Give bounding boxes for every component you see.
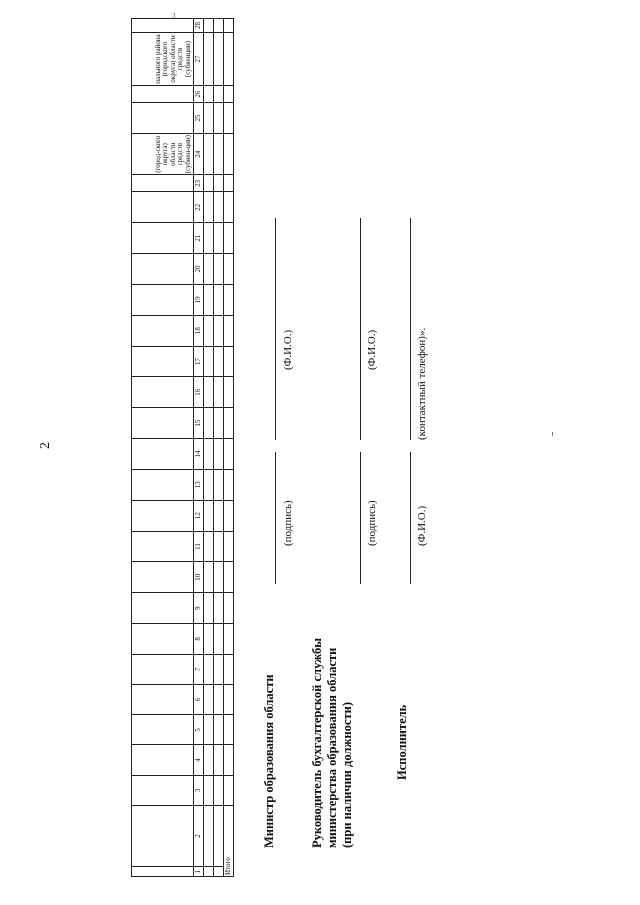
table-cell xyxy=(224,175,234,192)
table-cell xyxy=(204,562,214,593)
table-cell xyxy=(214,654,224,684)
column-number-cell: 1 xyxy=(194,867,204,877)
column-number-cell: 23 xyxy=(194,175,204,192)
table-cell xyxy=(224,284,234,315)
table-cell xyxy=(224,654,234,684)
column-number-cell: 14 xyxy=(194,439,204,470)
table-cell xyxy=(204,254,214,285)
accountant-title xyxy=(310,638,355,848)
header-cell-25 xyxy=(132,103,194,134)
header-cell-21 xyxy=(132,223,194,254)
table-cell xyxy=(204,346,214,377)
table-cell xyxy=(224,408,234,439)
header-cell-2 xyxy=(132,805,194,867)
accountant-signature-caption: (подпись) xyxy=(366,500,378,546)
header-cell-16 xyxy=(132,377,194,408)
corner-mark: 3 xyxy=(172,12,176,20)
column-number-cell: 4 xyxy=(194,745,204,776)
table-cell xyxy=(214,103,224,134)
table-cell xyxy=(204,192,214,223)
accountant-name-caption: (Ф.И.О.) xyxy=(366,329,378,370)
table-cell xyxy=(214,624,224,655)
column-number-cell: 8 xyxy=(194,624,204,655)
column-number-cell: 10 xyxy=(194,562,204,593)
column-number-cell: 9 xyxy=(194,593,204,624)
column-number-cell: 21 xyxy=(194,223,204,254)
table-cell xyxy=(204,86,214,103)
header-text-24: (город-ского округа) областн средств (субвен-ции) xyxy=(153,135,192,174)
column-number-cell: 25 xyxy=(194,103,204,134)
table-cell xyxy=(224,469,234,500)
table-cell xyxy=(224,593,234,624)
header-text-27: пального района (городского округа) области средств (субвенции) xyxy=(153,34,192,84)
table-cell xyxy=(214,531,224,562)
header-cell-20 xyxy=(132,254,194,285)
header-cell-26 xyxy=(132,86,194,103)
table-cell xyxy=(214,133,224,174)
table-cell xyxy=(214,19,224,33)
executor-phone-caption: (контактный телефон)». xyxy=(416,327,428,440)
table-cell xyxy=(214,593,224,624)
table-cell xyxy=(224,192,234,223)
table-cell xyxy=(204,103,214,134)
table-cell xyxy=(224,133,234,174)
table-cell xyxy=(224,562,234,593)
table-row xyxy=(204,19,214,877)
table-cell xyxy=(214,776,224,806)
scan-dot xyxy=(552,432,553,436)
table-cell xyxy=(214,223,224,254)
table-cell xyxy=(214,867,224,877)
table-cell xyxy=(204,377,214,408)
table-cell xyxy=(204,223,214,254)
executor-name-line xyxy=(410,452,411,584)
table-cell xyxy=(224,439,234,470)
column-number-cell: 20 xyxy=(194,254,204,285)
column-number-cell: 11 xyxy=(194,531,204,562)
table-cell xyxy=(204,408,214,439)
column-number-cell: 13 xyxy=(194,469,204,500)
table-cell xyxy=(224,715,234,745)
table-cell xyxy=(204,624,214,655)
table-cell xyxy=(224,531,234,562)
header-cell-14 xyxy=(132,439,194,470)
header-cell-24 xyxy=(132,133,194,174)
header-cell-6 xyxy=(132,684,194,715)
table-cell xyxy=(214,469,224,500)
header-cell-13 xyxy=(132,469,194,500)
header-cell-27 xyxy=(132,32,194,85)
executor-phone-line xyxy=(410,218,411,440)
column-number-cell: 15 xyxy=(194,408,204,439)
table-cell xyxy=(224,254,234,285)
table-cell xyxy=(204,715,214,745)
header-cell-1 xyxy=(132,867,194,877)
table-cell xyxy=(204,745,214,776)
minister-name-line xyxy=(275,218,276,440)
column-number-cell: 27 xyxy=(194,32,204,85)
table-cell xyxy=(204,654,214,684)
table-cell xyxy=(204,315,214,346)
header-cell-28 xyxy=(132,19,194,33)
report-table xyxy=(131,18,234,877)
table-cell xyxy=(204,531,214,562)
table-cell xyxy=(214,192,224,223)
column-number-cell: 7 xyxy=(194,654,204,684)
accountant-name-line xyxy=(360,218,361,440)
table-cell xyxy=(214,175,224,192)
header-cell-10 xyxy=(132,562,194,593)
table-cell xyxy=(224,32,234,85)
header-cell-8 xyxy=(132,624,194,655)
column-number-cell: 18 xyxy=(194,315,204,346)
accountant-title-line-2: министерства образования области xyxy=(325,647,339,848)
table-cell xyxy=(224,19,234,33)
table-cell xyxy=(224,684,234,715)
table-cell xyxy=(214,500,224,531)
header-cell-11 xyxy=(132,531,194,562)
header-cell-18 xyxy=(132,315,194,346)
header-cell-3 xyxy=(132,776,194,806)
column-number-cell: 2 xyxy=(194,805,204,867)
table-cell xyxy=(224,86,234,103)
table-cell xyxy=(204,593,214,624)
table-cell xyxy=(204,19,214,33)
header-cell-19 xyxy=(132,284,194,315)
table-total-row xyxy=(224,19,234,877)
header-cell-4 xyxy=(132,745,194,776)
header-cell-5 xyxy=(132,715,194,745)
table-header-row xyxy=(132,19,194,877)
minister-name-caption: (Ф.И.О.) xyxy=(282,329,294,370)
table-cell xyxy=(204,684,214,715)
minister-signature-line xyxy=(275,452,276,584)
header-cell-17 xyxy=(132,346,194,377)
minister-signature-caption: (подпись) xyxy=(282,500,294,546)
column-number-cell: 24 xyxy=(194,133,204,174)
column-number-cell: 28 xyxy=(194,19,204,33)
table-cell xyxy=(214,562,224,593)
table-cell xyxy=(204,776,214,806)
header-cell-23 xyxy=(132,175,194,192)
table-cell xyxy=(224,745,234,776)
table-cell xyxy=(204,133,214,174)
column-number-cell: 5 xyxy=(194,715,204,745)
column-number-cell: 16 xyxy=(194,377,204,408)
table-cell xyxy=(214,377,224,408)
executor-name-caption: (Ф.И.О.) xyxy=(416,505,428,546)
table-cell xyxy=(224,624,234,655)
column-number-cell: 26 xyxy=(194,86,204,103)
total-label: Итого xyxy=(224,805,234,876)
table-cell xyxy=(214,32,224,85)
header-cell-15 xyxy=(132,408,194,439)
table-cell xyxy=(214,315,224,346)
table-cell xyxy=(204,867,214,877)
table-cell xyxy=(224,315,234,346)
page-number: 2 xyxy=(38,442,53,449)
minister-title: Министр образования области xyxy=(262,674,276,848)
table-cell xyxy=(214,439,224,470)
column-number-cell: 22 xyxy=(194,192,204,223)
table-cell xyxy=(204,32,214,85)
header-cell-22 xyxy=(132,192,194,223)
table-cell xyxy=(214,254,224,285)
table-cell xyxy=(214,86,224,103)
table-cell xyxy=(224,500,234,531)
accountant-title-line-1: Руководитель бухгалтерской службы xyxy=(310,637,324,848)
accountant-title-line-3: (при наличии должности) xyxy=(340,702,354,848)
table-cell xyxy=(214,346,224,377)
table-cell xyxy=(204,439,214,470)
column-number-cell: 3 xyxy=(194,776,204,806)
table-cell xyxy=(224,103,234,134)
table-cell xyxy=(204,805,214,867)
table-cell xyxy=(224,377,234,408)
accountant-signature-line xyxy=(360,452,361,584)
table-cell xyxy=(214,745,224,776)
executor-title: Исполнитель xyxy=(395,704,409,780)
table-cell xyxy=(204,500,214,531)
table-cell xyxy=(204,284,214,315)
table-cell xyxy=(214,408,224,439)
column-number-cell: 12 xyxy=(194,500,204,531)
table-cell xyxy=(204,469,214,500)
table-cell xyxy=(214,684,224,715)
table-row xyxy=(214,19,224,877)
table-cell xyxy=(224,346,234,377)
table-cell xyxy=(224,223,234,254)
table-cell xyxy=(214,805,224,867)
column-number-cell: 6 xyxy=(194,684,204,715)
column-number-cell: 19 xyxy=(194,284,204,315)
header-cell-9 xyxy=(132,593,194,624)
table-cell xyxy=(214,284,224,315)
table-column-numbers-row xyxy=(194,19,204,877)
table-cell xyxy=(214,715,224,745)
table-cell xyxy=(224,776,234,806)
header-cell-12 xyxy=(132,500,194,531)
column-number-cell: 17 xyxy=(194,346,204,377)
header-cell-7 xyxy=(132,654,194,684)
table-cell xyxy=(204,175,214,192)
